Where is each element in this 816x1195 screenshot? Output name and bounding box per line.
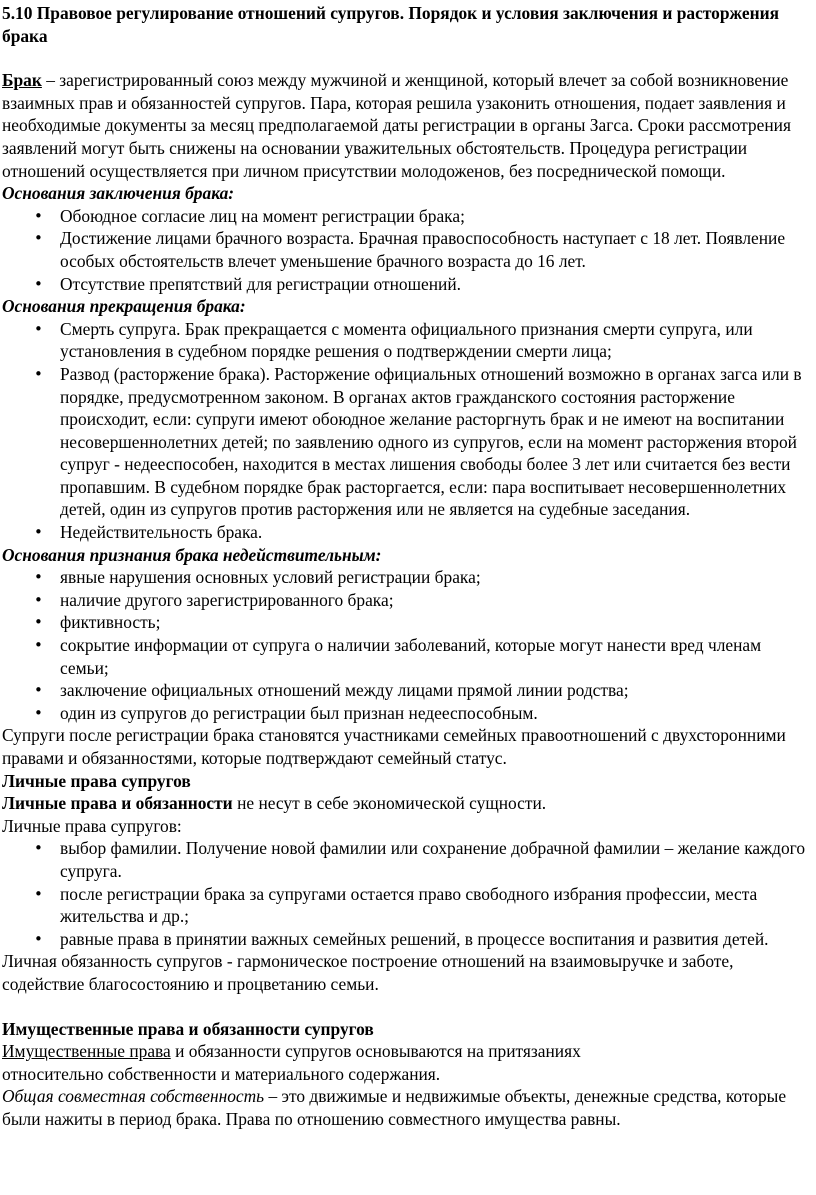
list-item: • выбор фамилии. Получение новой фамилии или сохранение добрачной фамилии – желание каждого супруга. <box>60 837 812 882</box>
term-property-rights: Имущественные права <box>2 1041 171 1062</box>
personal-rights-intro: Личные права супругов: <box>2 815 182 836</box>
heading-grounds-invalid: Основания признания брака недействительным: <box>2 544 382 565</box>
list-grounds-termination <box>2 318 812 544</box>
property-rights-line-1 <box>2 1040 812 1063</box>
joint-property-text: – это движимые и недвижимые объекты, денежные средства, которые были нажиты в период брака. Права по отношению совместного имущества равны. <box>2 1086 787 1129</box>
personal-duty-paragraph: Личная обязанность супругов - гармоническое построение отношений на взаимовыручке и заботе, содействие благосостоянию и процветанию семьи. <box>2 951 734 994</box>
property-rights-line-2: относительно собственности и материального содержания. <box>2 1063 441 1084</box>
marriage-definition-text: – зарегистрированный союз между мужчиной и женщиной, который влечет за собой возникновение взаимных прав и обязанностей супругов. Пара, которая решила узаконить отношения, подает заявления и необходимые документы за месяц предполагаемой даты регистрации в органы Загса. Сроки рассмотрения заявлений могут быть снижены на основании уважительных обстоятельств. Процедура регистрации отношений осуществляется при личном присутствии молодоженов, без посреднической помощи. <box>2 70 791 181</box>
list-item: • Достижение лицами брачного возраста. Брачная правоспособность наступает с 18 лет. Появление особых обстоятельств влечет уменьшение брачного возраста до 16 лет. <box>60 227 812 272</box>
list-item: • один из супругов до регистрации был признан недееспособным. <box>60 702 812 725</box>
marriage-definition <box>2 69 812 182</box>
heading-grounds-marriage: Основания заключения брака: <box>2 183 235 204</box>
list-item: • Недействительность брака. <box>60 521 812 544</box>
list-item: • заключение официальных отношений между лицами прямой линии родства; <box>60 679 812 702</box>
list-item: • равные права в принятии важных семейных решений, в процессе воспитания и развития детей. <box>60 928 812 951</box>
list-item: • Обоюдное согласие лиц на момент регистрации брака; <box>60 205 812 228</box>
list-item: • Смерть супруга. Брак прекращается с момента официального признания смерти супруга, или установления в судебном порядке решения о подтверждении смерти лица; <box>60 318 812 363</box>
list-item: • Отсутствие препятствий для регистрации отношений. <box>60 273 812 296</box>
after-registration-paragraph: Супруги после регистрации брака становятся участниками семейных правоотношений с двухсторонними правами и обязанностями, которые подтверждают семейный статус. <box>2 725 786 768</box>
term-marriage: Брак <box>2 70 42 91</box>
list-grounds-invalid <box>2 566 812 724</box>
list-item: • явные нарушения основных условий регистрации брака; <box>60 566 812 589</box>
heading-grounds-termination: Основания прекращения брака: <box>2 296 246 317</box>
joint-property-paragraph <box>2 1085 812 1130</box>
list-item: • сокрытие информации от супруга о наличии заболеваний, которые могут нанести вред членам семьи; <box>60 634 812 679</box>
list-grounds-marriage <box>2 205 812 295</box>
list-item: • наличие другого зарегистрированного брака; <box>60 589 812 612</box>
list-item: • Развод (расторжение брака). Расторжение официальных отношений возможно в органах загса или в порядке, предусмотренном законом. В органах актов гражданского состояния расторжение происходит, если: супруги имеют обоюдное желание расторгнуть брак и не имеют на воспитании несовершеннолетних детей; по заявлению одного из супругов, если на момент расторжения второй супруг - недееспособен, находится в местах лишения свободы более 3 лет или считается без вести пропавшим. В судебном порядке брак расторгается, если: пара воспитывает несовершеннолетних детей, один из супругов против расторжения или не является на судебные заседания. <box>60 363 812 521</box>
personal-rights-lead-bold: Личные права и обязанности <box>2 793 233 814</box>
spacer <box>2 47 812 69</box>
list-personal-rights <box>2 837 812 950</box>
property-rights-text-1: и обязанности супругов основываются на притязаниях <box>170 1041 581 1062</box>
personal-rights-lead-rest: не несут в себе экономической сущности. <box>232 793 547 814</box>
heading-personal-rights: Личные права супругов <box>2 770 191 791</box>
document-title: 5.10 Правовое регулирование отношений супругов. Порядок и условия заключения и расторжения брака <box>2 3 780 46</box>
personal-rights-lead <box>2 792 812 815</box>
list-item: • после регистрации брака за супругами остается право свободного избрания профессии, места жительства и др.; <box>60 883 812 928</box>
heading-property-rights: Имущественные права и обязанности супругов <box>2 1018 374 1039</box>
list-item: • фиктивность; <box>60 611 812 634</box>
spacer <box>2 996 812 1018</box>
term-joint-property: Общая совместная собственность <box>2 1086 265 1107</box>
